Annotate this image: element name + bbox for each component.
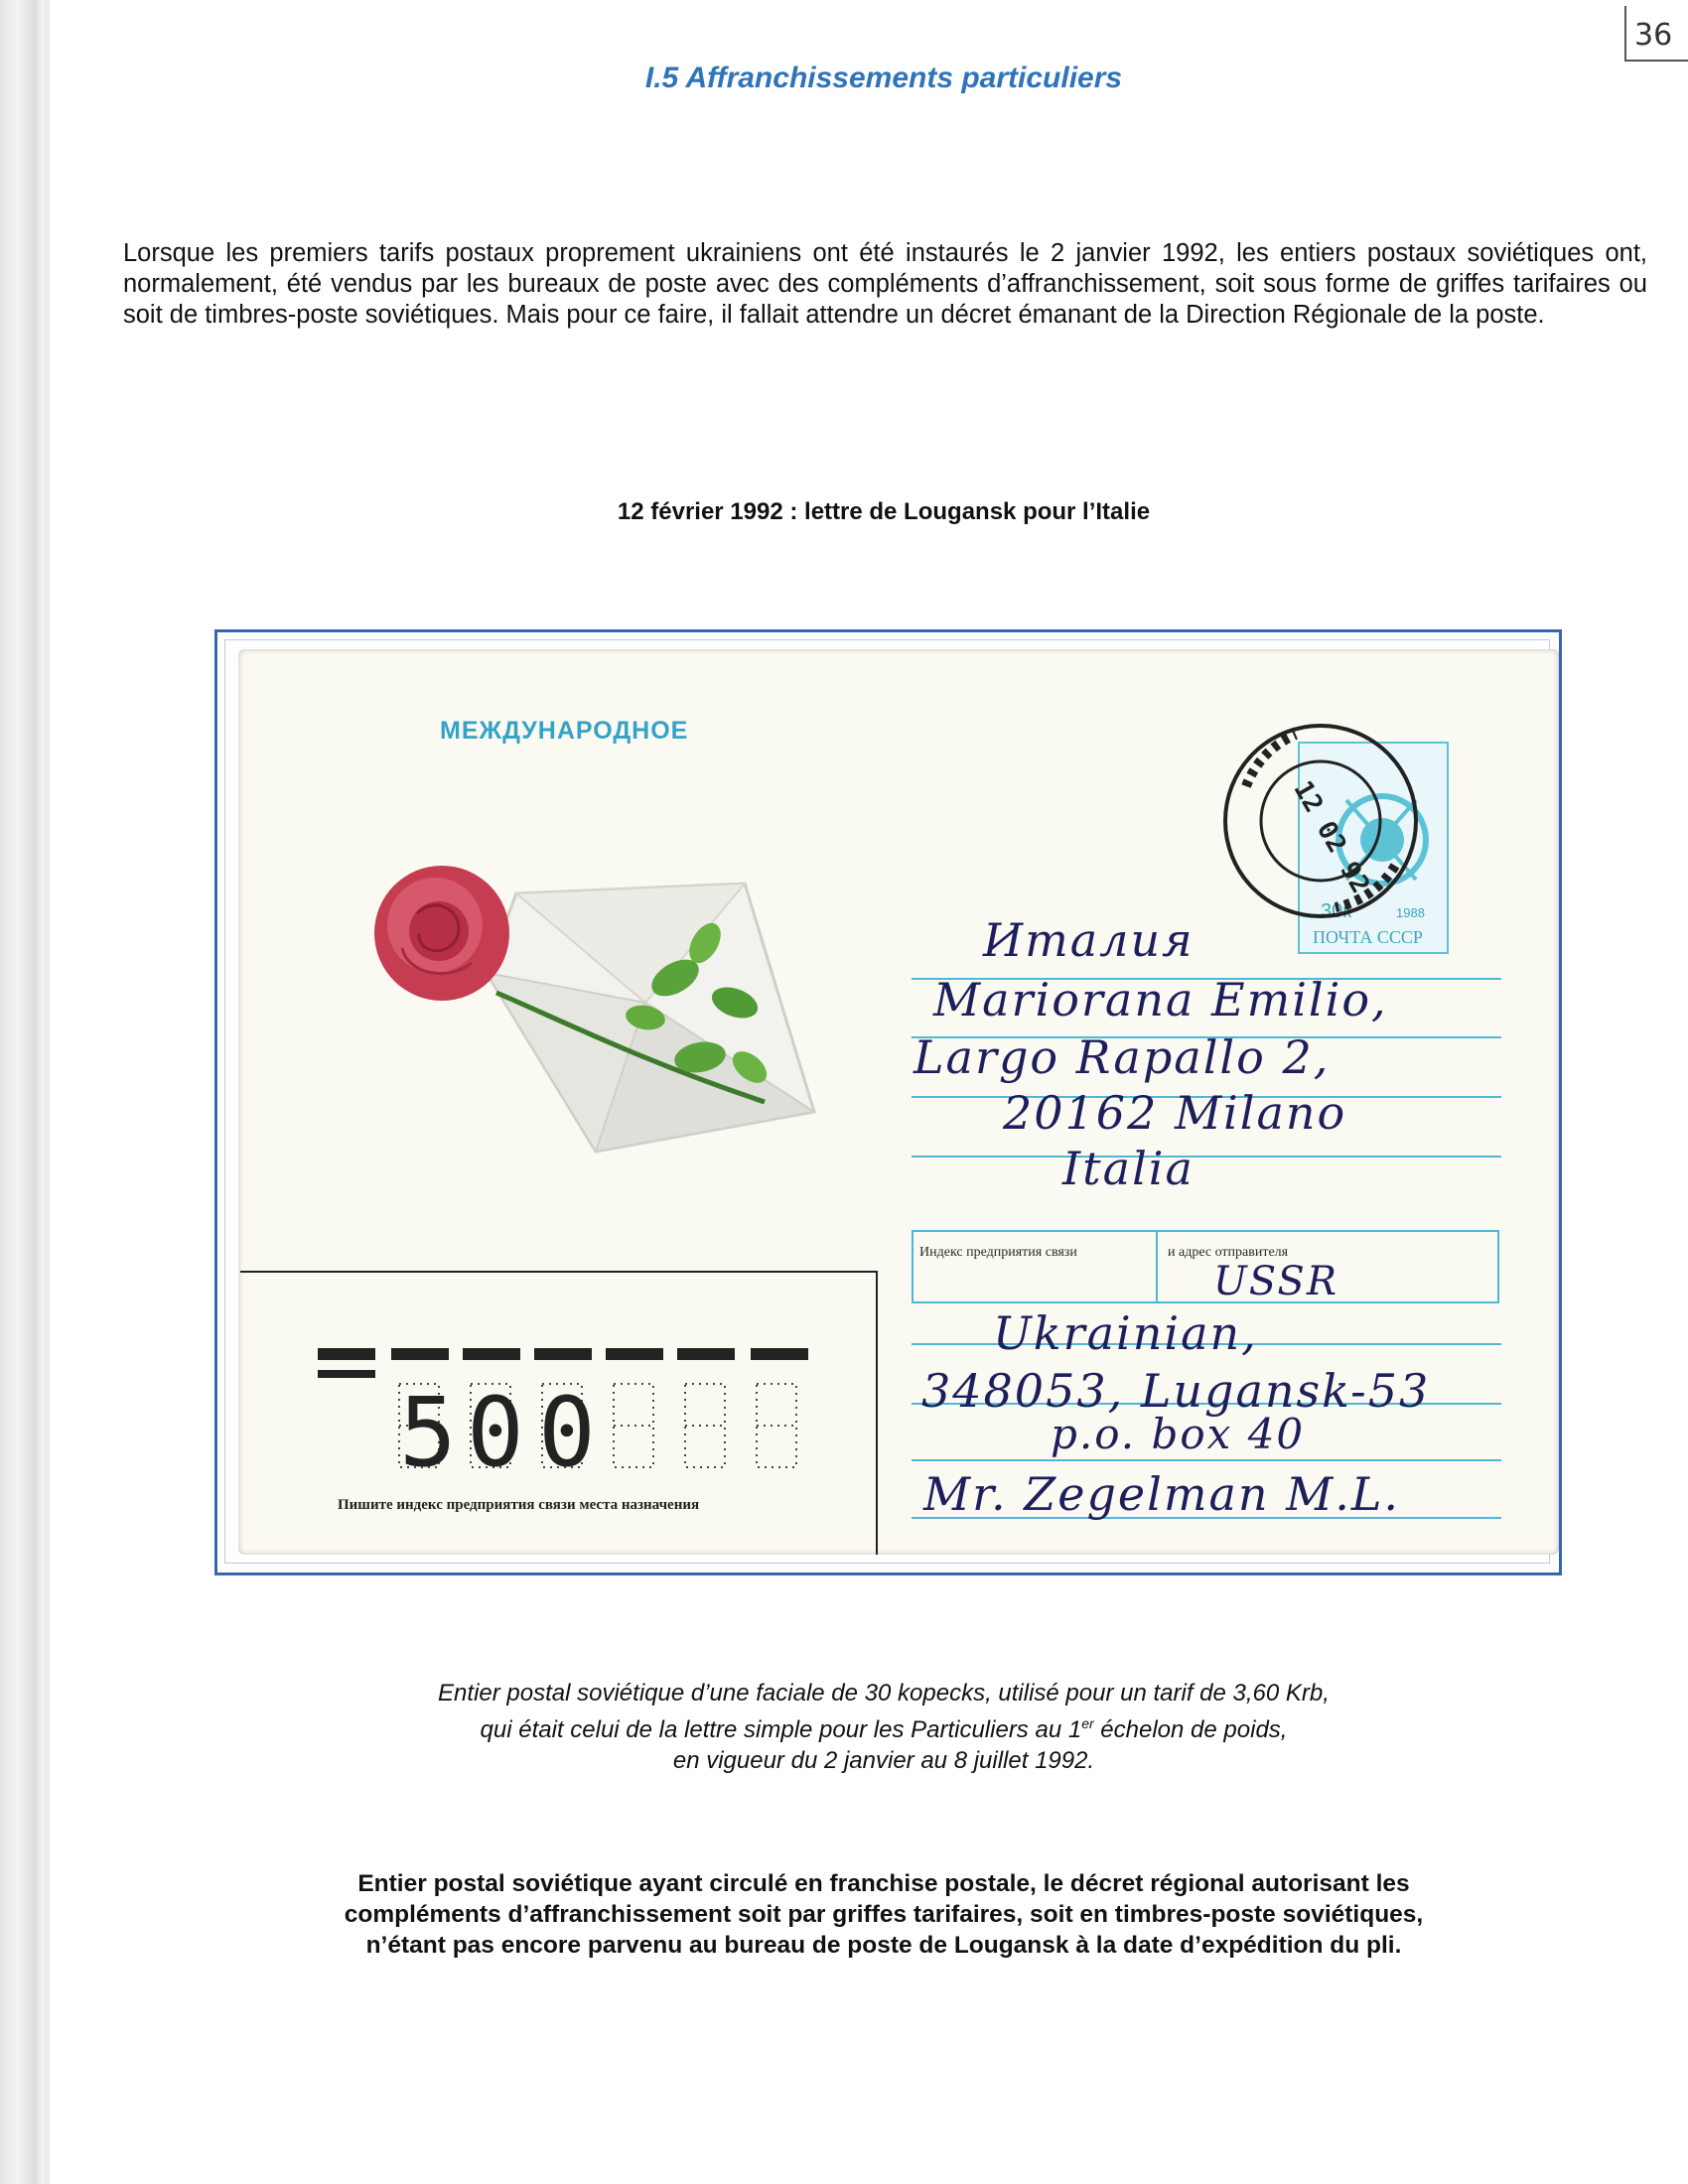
postal-index-caption: Пишите индекс предприятия связи места назначения [338, 1497, 700, 1513]
bold-caption-line: Entier postal soviétique ayant circulé en franchise postale, le décret régional autorisant les [357, 1870, 1410, 1897]
postmark [1216, 717, 1425, 925]
sender-name: Mr. Zegelman M.L. [923, 1467, 1401, 1521]
index-digit: 5 [399, 1377, 457, 1477]
bold-caption-line: n’étant pas encore parvenu au bureau de poste de Lougansk à la date d’expédition du pli. [365, 1932, 1402, 1959]
sender-city: 348053, Lugansk-53 [921, 1364, 1431, 1418]
page-title: I.5 Affranchissements particuliers [644, 62, 1123, 94]
address-line [912, 1459, 1501, 1461]
recipient-city: 20162 Milano [1003, 1086, 1347, 1140]
envelope-printed-label: МЕЖДУНАРОДНОЕ [440, 717, 689, 745]
superscript: er [1081, 1715, 1094, 1731]
stamp-value: 30к [1321, 900, 1351, 922]
page-number: 36 [1634, 18, 1673, 53]
sender-country: USSR [1213, 1259, 1338, 1304]
recipient-name: Mariorana Emilio, [933, 973, 1388, 1026]
italic-caption-text: échelon de poids, [1093, 1716, 1288, 1743]
sender-box [912, 1230, 1501, 1299]
postal-index-grid [316, 1348, 812, 1477]
cover-title: 12 février 1992 : lettre de Lougansk pour l’Italie [617, 498, 1151, 525]
italic-caption [0, 1678, 1688, 1776]
italic-caption-line: Entier postal soviétique d’une faciale de 30 kopecks, utilisé pour un tarif de 3,60 Krb, [438, 1680, 1330, 1706]
index-bars [318, 1348, 808, 1378]
sender-po-box: p.o. box 40 [1051, 1410, 1306, 1458]
address-line [912, 1156, 1501, 1158]
recipient-country: Italia [1062, 1142, 1195, 1195]
sender-address-label: и адрес отправителя [1168, 1245, 1289, 1260]
sheet-protector-rail [44, 0, 50, 2184]
recipient-street: Largo Rapallo 2, [914, 1030, 1331, 1084]
italic-caption-line [0, 1708, 1688, 1745]
index-digit: 0 [467, 1377, 524, 1477]
index-digit-frames [399, 1384, 796, 1467]
stamp-country: ПОЧТА СССР [1313, 927, 1423, 947]
sender-index-label: Индекс предприятия связи [919, 1245, 1077, 1260]
stamp-year: 1988 [1396, 905, 1425, 920]
italic-caption-text: qui était celui de la lettre simple pour les Particuliers au 1 [480, 1716, 1082, 1743]
intro-paragraph: Lorsque les premiers tarifs postaux proprement ukrainiens ont été instaurés le 2 janvier 1992, les entiers postaux soviétiques ont, normalement, été vendus par les bureaux de poste avec des compléments d’affranchissement, soit sous forme de griffes tarifaires ou soit de timbres-poste soviétiques. Mais pour ce faire, il fallait attendre un décret émanant de la Direction Régionale de la poste. [123, 239, 1647, 329]
rose-envelope-illustration [348, 854, 824, 1211]
bold-caption [0, 1868, 1688, 1961]
postmark-date: 12 02 92 [1287, 775, 1375, 899]
sheet-protector-edge [0, 0, 44, 2184]
index-digit: 0 [538, 1377, 596, 1477]
sender-nationality: Ukrainian, [993, 1306, 1258, 1360]
italic-caption-line: en vigueur du 2 janvier au 8 juillet 1992. [672, 1747, 1095, 1774]
bold-caption-line: compléments d’affranchissement soit par griffes tarifaires, soit en timbres-poste soviétiques, [344, 1901, 1424, 1928]
sender-index-cell [912, 1230, 1158, 1303]
recipient-country-ru: Италия [983, 913, 1195, 967]
